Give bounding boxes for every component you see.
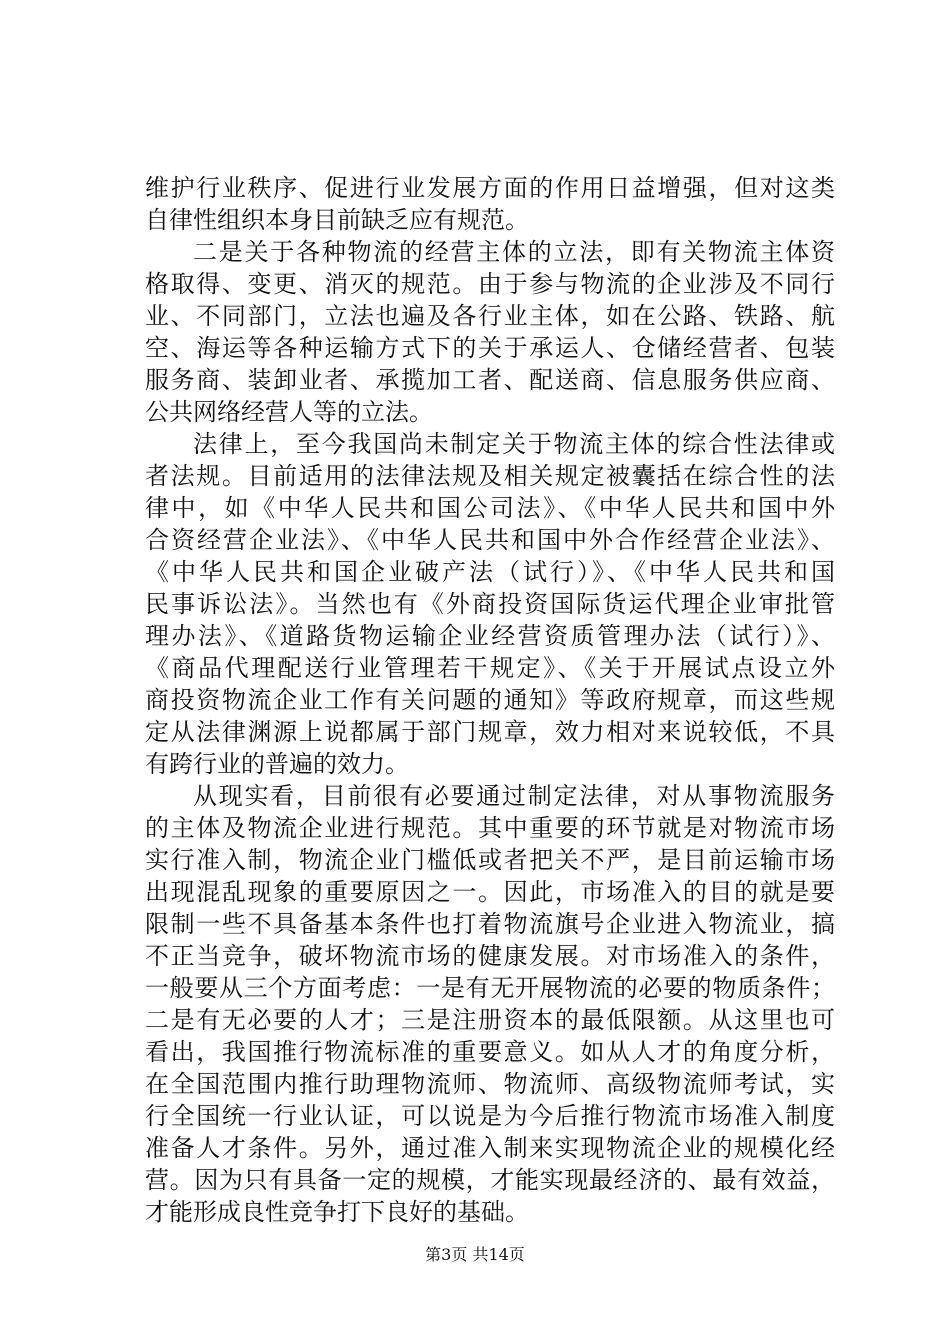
paragraph-first-line: 二是关于各种物流的经营主体的立法，即有关物流主体资: [193, 238, 835, 266]
text-line: 限制一些不具备基本条件也打着物流旗号企业进入物流业，搞: [145, 910, 835, 938]
text-line: 实行准入制，物流企业门槛低或者把关不严，是目前运输市场: [145, 846, 835, 874]
text-line: 《中华人民共和国企业破产法（试行）》、《中华人民共和国: [145, 558, 835, 586]
text-line: 营。因为只有具备一定的规模，才能实现最经济的、最有效益，: [145, 1166, 835, 1194]
page-number-footer: 第3页 共14页: [425, 1245, 525, 1264]
text-line: 格取得、变更、消灭的规范。由于参与物流的企业涉及不同行: [145, 270, 835, 298]
text-line: 者法规。目前适用的法律法规及相关规定被囊括在综合性的法: [145, 462, 835, 490]
text-line: 空、海运等各种运输方式下的关于承运人、仓储经营者、包装: [145, 334, 835, 362]
text-line: 行全国统一行业认证，可以说是为今后推行物流市场准入制度: [145, 1102, 835, 1130]
text-line: 一般要从三个方面考虑：一是有无开展物流的必要的物质条件；: [145, 974, 835, 1002]
text-line: 民事诉讼法》。当然也有《外商投资国际货运代理企业审批管: [145, 590, 835, 618]
document-body: [145, 172, 835, 1228]
text-line: 在全国范围内推行助理物流师、物流师、高级物流师考试，实: [145, 1070, 835, 1098]
text-line: 自律性组织本身目前缺乏应有规范。: [145, 206, 529, 234]
text-line: 二是有无必要的人才；三是注册资本的最低限额。从这里也可: [145, 1006, 835, 1034]
text-line: 才能形成良性竞争打下良好的基础。: [145, 1198, 529, 1226]
text-line: 准备人才条件。另外，通过准入制来实现物流企业的规模化经: [145, 1134, 835, 1162]
text-line: 不正当竞争，破坏物流市场的健康发展。对市场准入的条件，: [145, 942, 835, 970]
text-line: 的主体及物流企业进行规范。其中重要的环节就是对物流市场: [145, 814, 835, 842]
text-line: 合资经营企业法》、《中华人民共和国中外合作经营企业法》、: [145, 526, 835, 554]
text-line: 定从法律渊源上说都属于部门规章，效力相对来说较低，不具: [145, 718, 835, 746]
text-line: 商投资物流企业工作有关问题的通知》等政府规章，而这些规: [145, 686, 835, 714]
text-line: 律中，如《中华人民共和国公司法》、《中华人民共和国中外: [145, 494, 835, 522]
text-line: 公共网络经营人等的立法。: [145, 398, 433, 426]
text-line: 看出，我国推行物流标准的重要意义。如从人才的角度分析，: [145, 1038, 835, 1066]
text-line: 服务商、装卸业者、承揽加工者、配送商、信息服务供应商、: [145, 366, 835, 394]
text-line: 理办法》、《道路货物运输企业经营资质管理办法（试行）》、: [145, 622, 835, 650]
text-line: 维护行业秩序、促进行业发展方面的作用日益增强，但对这类: [145, 174, 835, 202]
text-line: 出现混乱现象的重要原因之一。因此，市场准入的目的就是要: [145, 878, 835, 906]
text-line: 业、不同部门，立法也遍及各行业主体，如在公路、铁路、航: [145, 302, 835, 330]
text-line: 有跨行业的普遍的效力。: [145, 750, 409, 778]
paragraph-first-line: 法律上，至今我国尚未制定关于物流主体的综合性法律或: [193, 430, 835, 458]
text-line: 《商品代理配送行业管理若干规定》、《关于开展试点设立外: [145, 654, 835, 682]
paragraph-first-line: 从现实看，目前很有必要通过制定法律，对从事物流服务: [193, 782, 835, 810]
